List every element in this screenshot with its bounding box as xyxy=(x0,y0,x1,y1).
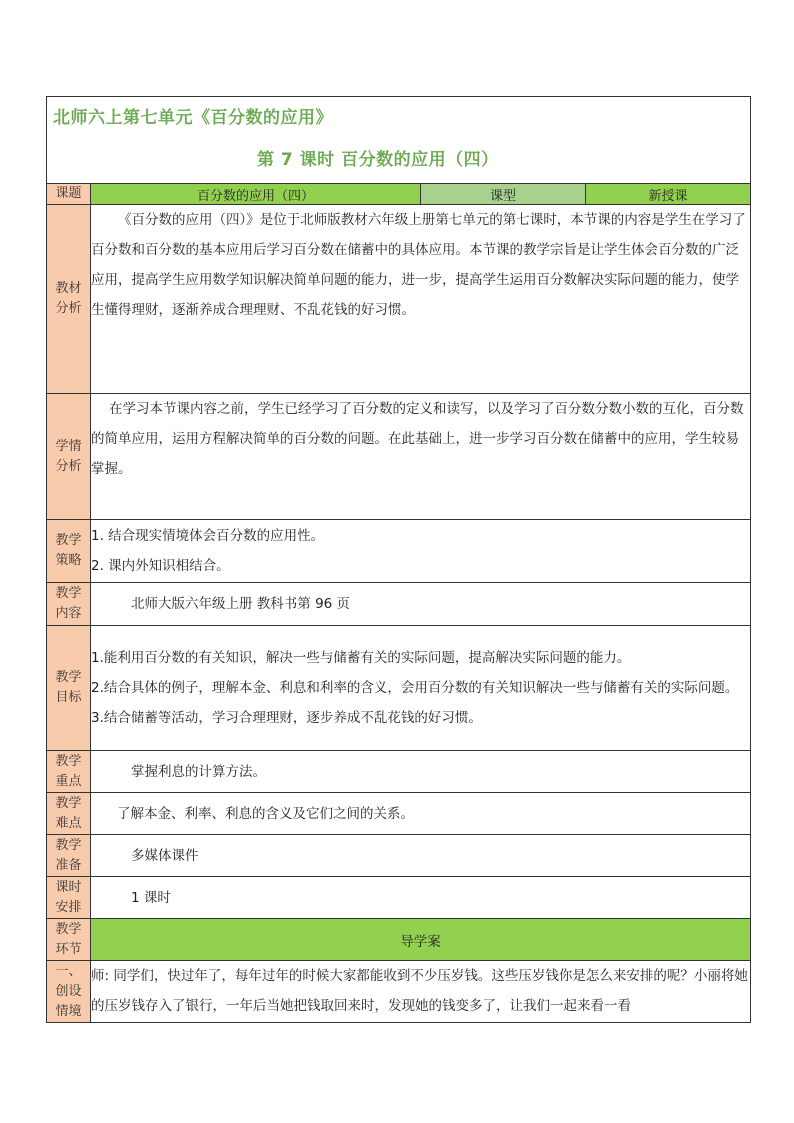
schedule-label: 课时安排 xyxy=(47,877,91,919)
goals-list xyxy=(91,626,751,751)
strategy-item: 2. 课内外知识相结合。 xyxy=(91,558,230,574)
process-label: 教学环节 xyxy=(47,919,91,961)
keypoint-text: 掌握利息的计算方法。 xyxy=(91,751,751,793)
topic-label: 课题 xyxy=(47,184,91,205)
content-text: 北师大版六年级上册 教科书第 96 页 xyxy=(91,583,751,626)
learner-text: 在学习本节课内容之前，学生已经学习了百分数的定义和读写，以及学习了百分数分数小数的互化，百分数的简单应用，运用方程解决简单的百分数的问题。在此基础上，进一步学习百分数在储蓄中的应用，学生较易掌握。 xyxy=(91,394,751,520)
process-text: 导学案 xyxy=(91,919,751,961)
goals-label: 教学目标 xyxy=(47,626,91,751)
prep-text: 多媒体课件 xyxy=(91,835,751,877)
schedule-text: 1 课时 xyxy=(91,877,751,919)
material-text: 《百分数的应用（四）》是位于北师版教材六年级上册第七单元的第七课时，本节课的内容是学生在学习了百分数和百分数的基本应用后学习百分数在储蓄中的具体应用。本节课的教学宗旨是让学生体会百分数的广泛应用，提高学生应用数学知识解决简单问题的能力，进一步，提高学生运用百分数解决实际问题的能力，使学生懂得理财，逐渐养成合理理财、不乱花钱的好习惯。 xyxy=(91,205,751,394)
strategy-label: 教学策略 xyxy=(47,520,91,583)
strategy-list xyxy=(91,520,751,583)
strategy-item: 1. 结合现实情境体会百分数的应用性。 xyxy=(91,528,325,544)
difficulty-label: 教学难点 xyxy=(47,793,91,835)
difficulty-text: 了解本金、利率、利息的含义及它们之间的关系。 xyxy=(91,793,751,835)
learner-label: 学情分析 xyxy=(47,394,91,520)
title-header xyxy=(47,97,751,184)
scene-text: 师: 同学们，快过年了，每年过年的时候大家都能收到不少压岁钱。这些压岁钱你是怎么来安排的呢？小丽将她的压岁钱存入了银行，一年后当她把钱取回来时，发现她的钱变多了，让我们一起来看一看 xyxy=(91,961,751,1023)
goal-item: 2.结合具体的例子，理解本金、利息和利率的含义，会用百分数的有关知识解决一些与储蓄有关的实际问题。 xyxy=(91,680,739,696)
unit-title: 北师六上第七单元《百分数的应用》 xyxy=(53,108,333,128)
material-label: 教材分析 xyxy=(47,205,91,394)
prep-label: 教学准备 xyxy=(47,835,91,877)
type-value: 新授课 xyxy=(586,184,751,205)
keypoint-label: 教学重点 xyxy=(47,751,91,793)
lesson-title: 第 7 课时 百分数的应用（四） xyxy=(257,150,499,170)
lesson-plan-table xyxy=(46,96,751,1023)
goal-item: 3.结合储蓄等活动，学习合理理财，逐步养成不乱花钱的好习惯。 xyxy=(91,710,482,726)
topic-value: 百分数的应用（四） xyxy=(91,184,421,205)
type-label: 课型 xyxy=(421,184,586,205)
content-label: 教学内容 xyxy=(47,583,91,626)
goal-item: 1.能利用百分数的有关知识，解决一些与储蓄有关的实际问题，提高解决实际问题的能力。 xyxy=(91,650,631,666)
scene-label: 一、创设情境 xyxy=(47,961,91,1023)
